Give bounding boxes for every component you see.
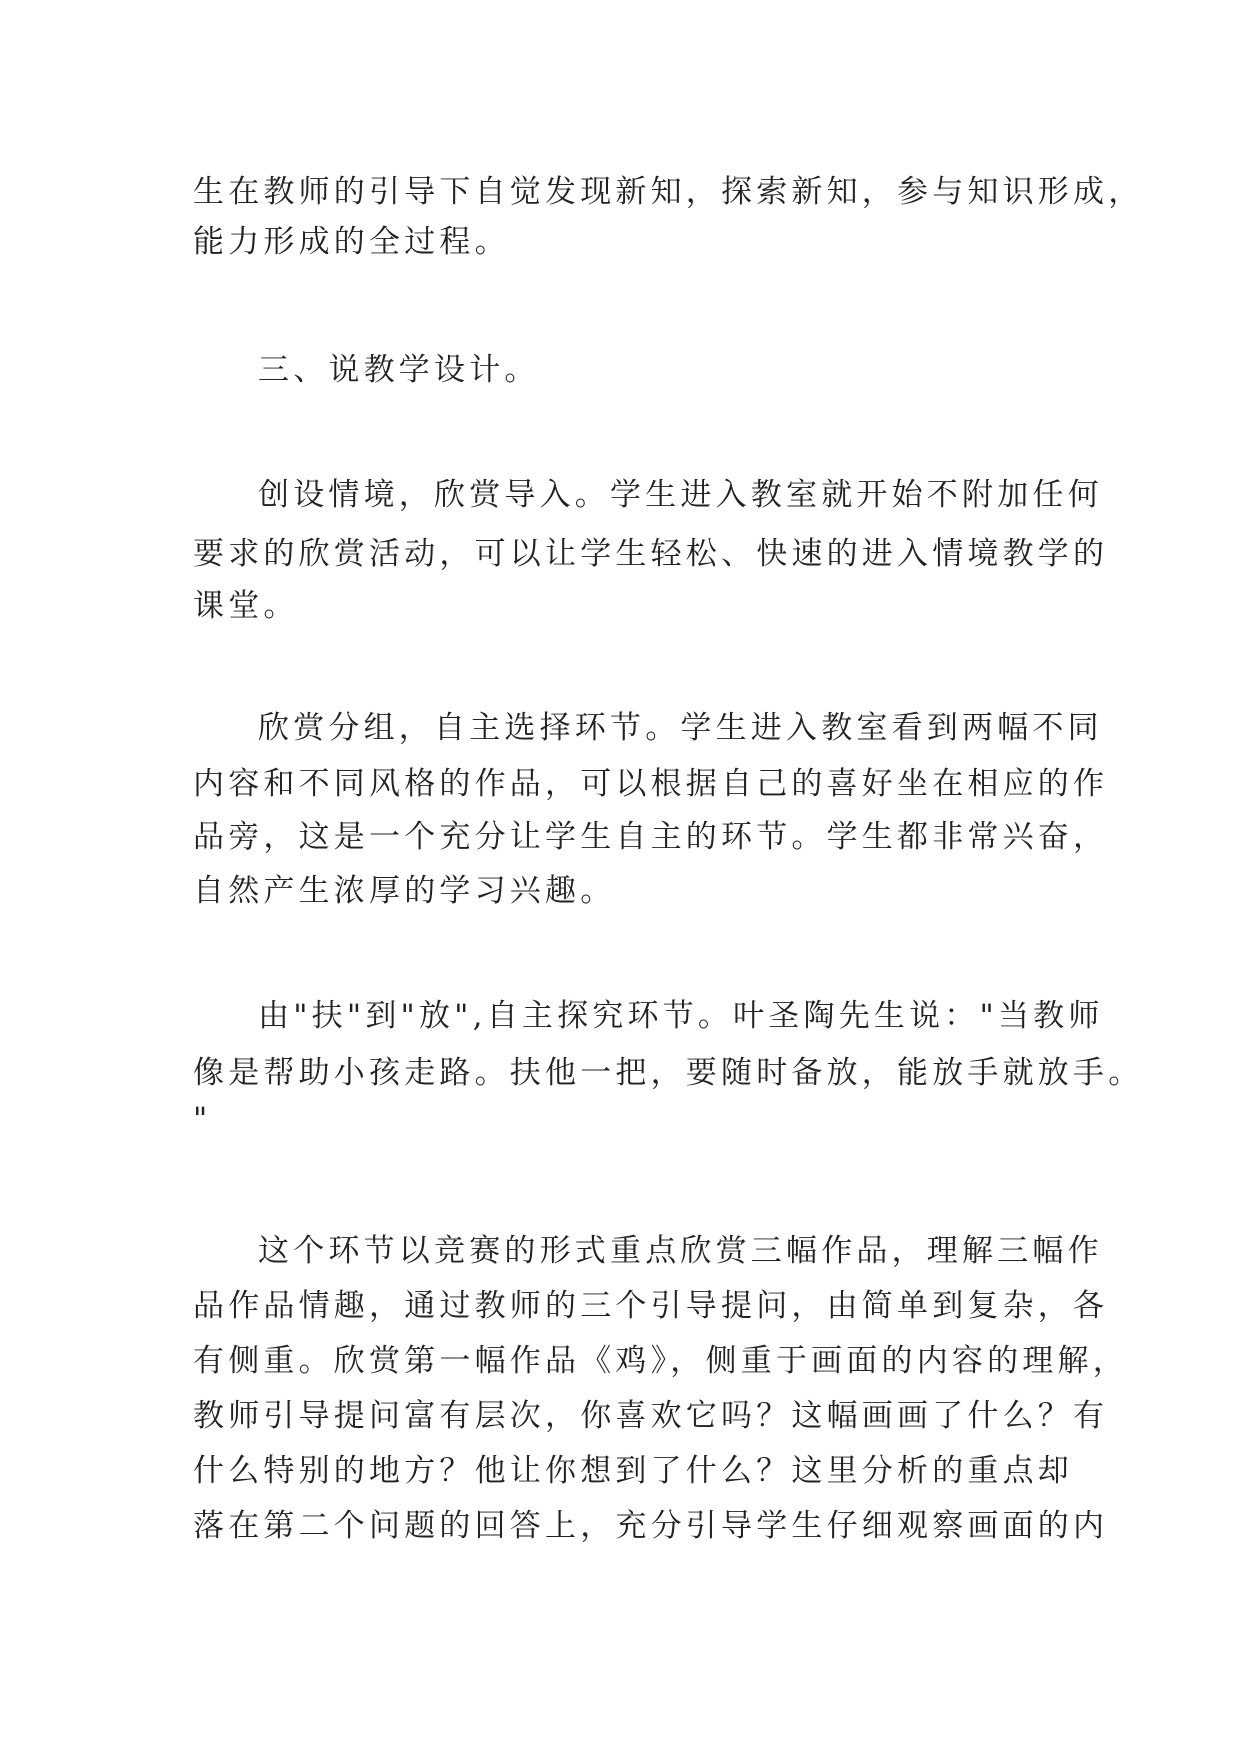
paragraph-3-line-4: 自然产生浓厚的学习兴趣。 [193, 873, 616, 909]
paragraph-1-line-1: 生在教师的引导下自觉发现新知，探索新知，参与知识形成， [193, 174, 1144, 210]
paragraph-4-line-3: " [193, 1101, 212, 1137]
paragraph-5-line-5: 什么特别的地方？他让你想到了什么？这里分析的重点却 [193, 1453, 1073, 1489]
section-heading: 三、说教学设计。 [258, 352, 540, 388]
paragraph-1-line-2: 能力形成的全过程。 [193, 224, 510, 260]
paragraph-4-line-2: 像是帮助小孩走路。扶他一把，要随时备放，能放手就放手。 [193, 1055, 1144, 1091]
paragraph-5-line-4: 教师引导提问富有层次，你喜欢它吗？这幅画画了什么？有 [193, 1398, 1109, 1434]
paragraph-2-line-1: 创设情境，欣赏导入。学生进入教室就开始不附加任何 [258, 477, 1103, 513]
paragraph-5-line-3: 有侧重。欣赏第一幅作品《鸡》，侧重于画面的内容的理解， [193, 1343, 1128, 1379]
paragraph-2-line-3: 课堂。 [193, 588, 299, 624]
paragraph-2-line-2: 要求的欣赏活动，可以让学生轻松、快速的进入情境教学的 [193, 536, 1109, 572]
paragraph-5-line-6: 落在第二个问题的回答上，充分引导学生仔细观察画面的内 [193, 1508, 1109, 1544]
paragraph-4-line-1: 由"扶"到"放",自主探究环节。叶圣陶先生说："当教师 [258, 998, 1104, 1034]
paragraph-5-line-2: 品作品情趣，通过教师的三个引导提问，由简单到复杂，各 [193, 1288, 1109, 1324]
paragraph-3-line-1: 欣赏分组，自主选择环节。学生进入教室看到两幅不同 [258, 710, 1103, 746]
paragraph-3-line-3: 品旁，这是一个充分让学生自主的环节。学生都非常兴奋， [193, 819, 1109, 855]
paragraph-5-line-1: 这个环节以竞赛的形式重点欣赏三幅作品，理解三幅作 [258, 1233, 1103, 1269]
paragraph-3-line-2: 内容和不同风格的作品，可以根据自己的喜好坐在相应的作 [193, 766, 1109, 802]
